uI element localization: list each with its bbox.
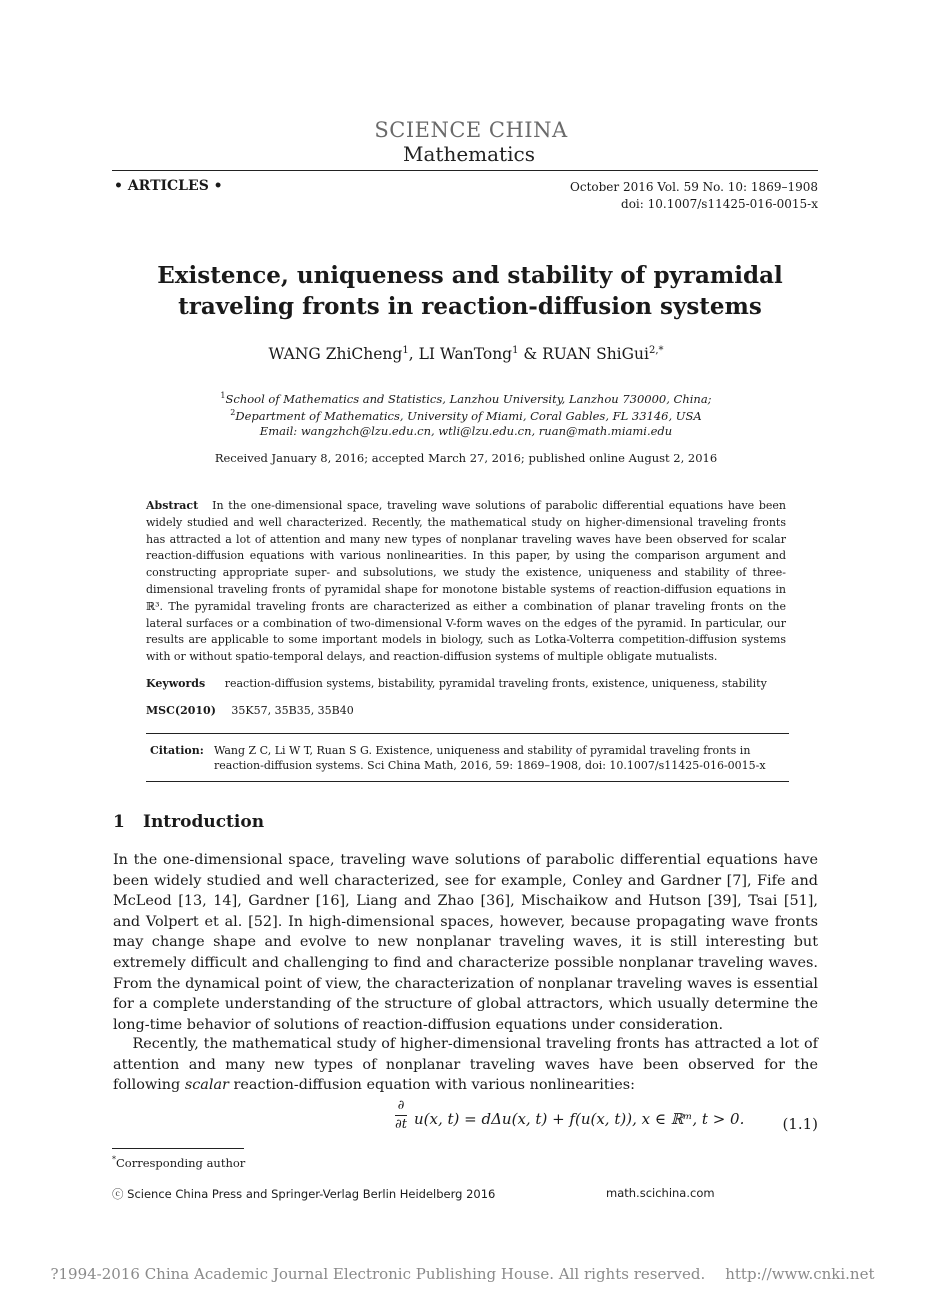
section-title: Introduction xyxy=(143,812,265,832)
issue-info: October 2016 Vol. 59 No. 10: 1869–1908 xyxy=(570,180,818,194)
cnki-link[interactable]: http://www.cnki.net xyxy=(725,1265,875,1283)
citation-block xyxy=(150,743,782,773)
copyright: ⓒ Science China Press and Springer-Verlag Berlin Heidelberg 2016 xyxy=(112,1187,496,1201)
footnote-rule xyxy=(112,1148,244,1149)
para2-end: reaction-diffusion equation with various nonlinearities: xyxy=(228,1077,636,1094)
author-list xyxy=(110,345,822,363)
affiliation-1-marker: 1 xyxy=(220,391,226,400)
para2-emphasis: scalar xyxy=(184,1077,229,1094)
affiliation-2 xyxy=(110,408,822,423)
keywords-label: Keywords xyxy=(146,677,206,690)
msc-label: MSC(2010) xyxy=(146,704,216,717)
partial-derivative xyxy=(395,1098,407,1133)
affiliation-1-text: School of Mathematics and Statistics, Lanzhou University, Lanzhou 730000, China; xyxy=(225,391,712,406)
keywords-text: reaction-diffusion systems, bistability, pyramidal traveling fronts, existence, uniqueness, stability xyxy=(224,677,767,690)
section-heading xyxy=(113,812,264,832)
header-rule xyxy=(112,170,818,171)
citation-label: Citation: xyxy=(150,744,204,757)
frac-numerator: ∂ xyxy=(397,1098,405,1113)
email-line[interactable]: Email: wangzhch@lzu.edu.cn, wtli@lzu.edu.cn, ruan@math.miami.edu xyxy=(259,424,673,438)
footnote xyxy=(112,1155,245,1170)
doi[interactable]: doi: 10.1007/s11425-016-0015-x xyxy=(621,197,818,211)
journal-site-link[interactable]: math.scichina.com xyxy=(606,1186,715,1200)
abstract-label: Abstract xyxy=(146,499,199,512)
frac-denominator: ∂t xyxy=(395,1117,407,1132)
affiliation-2-text: Department of Mathematics, University of Miami, Coral Gables, FL 33146, USA xyxy=(235,408,702,423)
citation-bottom-rule xyxy=(146,781,789,782)
msc-classification xyxy=(146,704,354,717)
watermark-text: ?1994-2016 China Academic Journal Electronic Publishing House. All rights reserved. xyxy=(50,1265,706,1283)
affiliation-1 xyxy=(110,391,822,406)
frac-bar xyxy=(395,1115,407,1116)
title-line-1: Existence, uniqueness and stability of pyramidal xyxy=(157,262,783,289)
author-2: LI WanTong xyxy=(418,345,513,364)
author-1: WANG ZhiCheng xyxy=(268,345,403,364)
author-1-affil: 1 xyxy=(402,345,409,356)
equation-number: (1.1) xyxy=(782,1115,818,1133)
footnote-marker: * xyxy=(112,1155,116,1164)
intro-paragraph-1: In the one-dimensional space, traveling wave solutions of parabolic differential equations have been widely studied and well characterized, see for example, Conley and Gardner [7], Fife and McLeod [13, 14], Gardner [16], Liang and Zhao [36], Mischaikow and Hutson [39], Tsai [51], and Volpert et al. [52]. In high-dimensional spaces, however, because propagating wave fronts may change shape and evolve to new nonplanar traveling waves, it is still interesting but extremely difficult and challenging to find and characterize possible nonplanar traveling waves. From the dynamical point of view, the characterization of nonplanar traveling waves is essential for a complete understanding of the structure of global attractors, which usually determine the long-time behavior of solutions of reaction-diffusion equations under consideration. xyxy=(113,852,818,1033)
section-number: 1 xyxy=(113,812,125,832)
section-tag: • ARTICLES • xyxy=(114,178,223,194)
author-separator: , xyxy=(408,345,419,364)
title-line-2: traveling fronts in reaction-diffusion systems xyxy=(178,293,762,320)
paper-title xyxy=(110,260,830,322)
keywords xyxy=(146,677,791,690)
author-3: RUAN ShiGui xyxy=(542,345,649,364)
intro-paragraph-2 xyxy=(113,1034,818,1096)
para2-start: Recently, the mathematical study of higher-dimensional traveling fronts has attracted a lot of attention and many new types of nonplanar traveling waves have been observed for the following xyxy=(113,1036,818,1094)
equation-body: u(x, t) = dΔu(x, t) + f(u(x, t)), x ∈ ℝᵐ, t > 0. xyxy=(414,1110,745,1128)
citation-top-rule xyxy=(146,733,789,734)
cnki-watermark xyxy=(0,1265,925,1283)
journal-name: SCIENCE CHINA xyxy=(374,118,568,142)
affiliation-2-marker: 2 xyxy=(230,408,236,417)
author-3-affil: 2,* xyxy=(648,345,664,356)
abstract xyxy=(146,498,786,666)
received-dates: Received January 8, 2016; accepted March 27, 2016; published online August 2, 2016 xyxy=(214,451,718,465)
author-2-affil: 1 xyxy=(512,345,519,356)
msc-text: 35K57, 35B35, 35B40 xyxy=(231,704,354,717)
footnote-text: Corresponding author xyxy=(116,1155,246,1170)
journal-subject: Mathematics xyxy=(403,142,535,166)
abstract-text: In the one-dimensional space, traveling wave solutions of parabolic differential equations have been widely studied and well characterized. Recently, the mathematical study on higher-dimensional traveling fronts has attracted a lot of attention and many new types of nonplanar traveling waves have been observed for scalar reaction-diffusion equations with various nonlinearities. In this paper, by using the comparison argument and constructing appropriate super- and subsolutions, we study the existence, uniqueness and stability of three-dimensional traveling fronts of pyramidal shape for monotone bistable systems of reaction-diffusion equations in ℝ³. The pyramidal traveling fronts are characterized as either a combination of planar traveling fronts on the lateral surfaces or a combination of two-dimensional V-form waves on the edges of the pyramid. In particular, our results are applicable to some important models in biology, such as Lotka-Volterra competition-diffusion systems with or without spatio-temporal delays, and reaction-diffusion systems of multiple obligate mutualists. xyxy=(146,499,786,664)
author-separator: & xyxy=(518,345,543,364)
equation-1-1 xyxy=(112,1098,818,1142)
citation-line-1: Wang Z C, Li W T, Ruan S G. Existence, uniqueness and stability of pyramidal traveling fronts in xyxy=(214,744,751,757)
citation-line-2: reaction-diffusion systems. Sci China Math, 2016, 59: 1869–1908, doi: 10.1007/s11425-016-0015-x xyxy=(214,759,766,772)
